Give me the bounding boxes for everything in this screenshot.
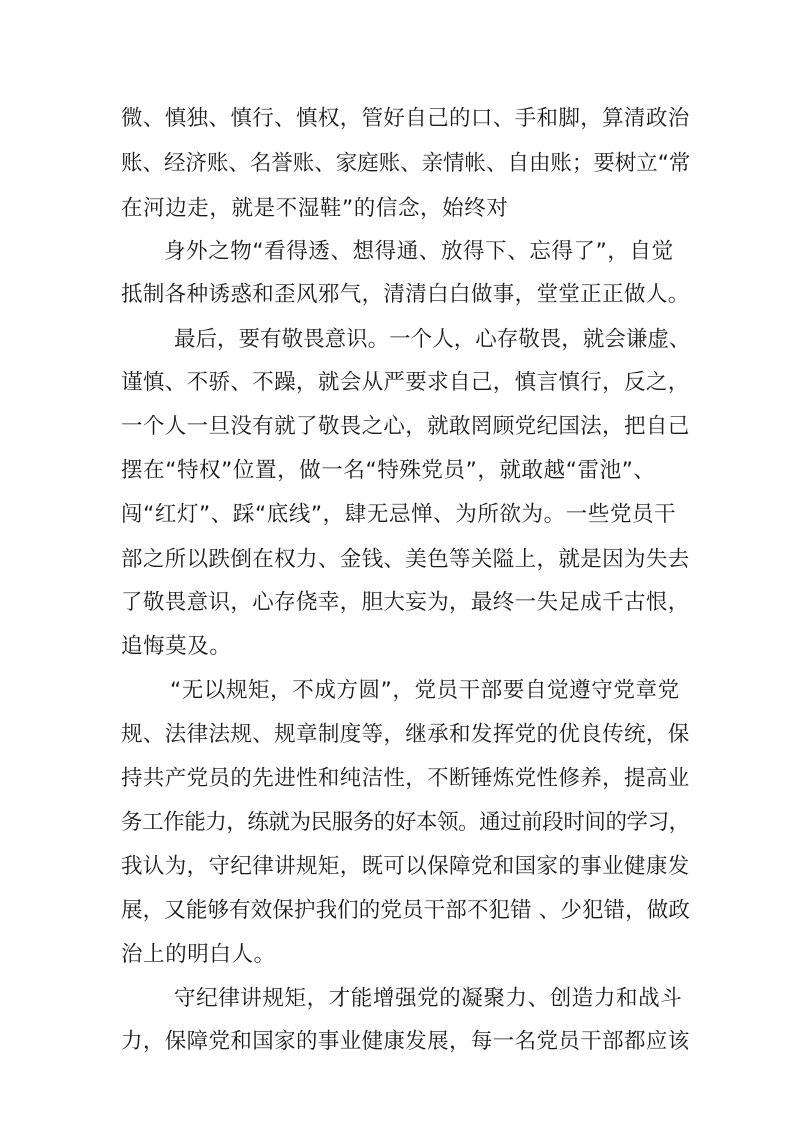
text-line-12: 了敬畏意识，心存侥幸，胆大妄为，最终一失足成千古恨， [121, 590, 690, 615]
text-line-15: 规、法律法规、规章制度等，继承和发挥党的优良传统，保 [121, 722, 690, 747]
text-line-6: 最后，要有敬畏意识。一个人，心存敬畏，就会谦虚、 [174, 327, 691, 352]
text-line-5: 抵制各种诱惑和歪风邪气，清清白白做事，堂堂正正做人。 [121, 282, 690, 307]
text-line-16: 持共产党员的先进性和纯洁性，不断锤炼党性修养，提高业 [121, 766, 690, 791]
text-line-9: 摆在“特权”位置，做一名“特殊党员”，就敢越“雷池”、 [121, 458, 656, 483]
text-line-22: 力，保障党和国家的事业健康发展，每一名党员干部都应该 [121, 1029, 690, 1054]
text-line-17: 务工作能力，练就为民服务的好本领。通过前段时间的学习， [121, 810, 690, 835]
text-line-2: 账、经济账、名誉账、家庭账、亲情帐、自由账；要树立“常 [121, 151, 691, 176]
text-line-20: 治上的明白人。 [121, 942, 276, 967]
text-line-3: 在河边走，就是不湿鞋”的信念，始终对 [121, 196, 509, 221]
text-line-8: 一个人一旦没有就了敬畏之心，就敢罔顾党纪国法，把自己 [121, 414, 690, 439]
text-line-1: 微、慎独、慎行、慎权，管好自己的口、手和脚，算清政治 [121, 106, 690, 131]
text-line-13: 追悔莫及。 [121, 634, 232, 659]
text-line-10: 闯“红灯”、踩“底线”，肆无忌惮、为所欲为。一些党员干 [121, 502, 677, 527]
text-line-19: 展，又能够有效保护我们的党员干部不犯错 、少犯错，做政 [121, 898, 691, 923]
text-line-21: 守纪律讲规矩，才能增强党的凝聚力、创造力和战斗 [174, 986, 683, 1011]
text-line-11: 部之所以跌倒在权力、金钱、美色等关隘上，就是因为失去 [121, 547, 690, 572]
text-line-14: “无以规矩，不成方圆”，党员干部要自觉遵守党章党 [170, 678, 680, 703]
text-line-7: 谨慎、不骄、不躁，就会从严要求自己，慎言慎行，反之， [121, 370, 690, 395]
text-line-18: 我认为，守纪律讲规矩，既可以保障党和国家的事业健康发 [121, 854, 690, 879]
text-line-4: 身外之物“看得透、想得通、放得下、忘得了”，自觉 [164, 239, 674, 264]
